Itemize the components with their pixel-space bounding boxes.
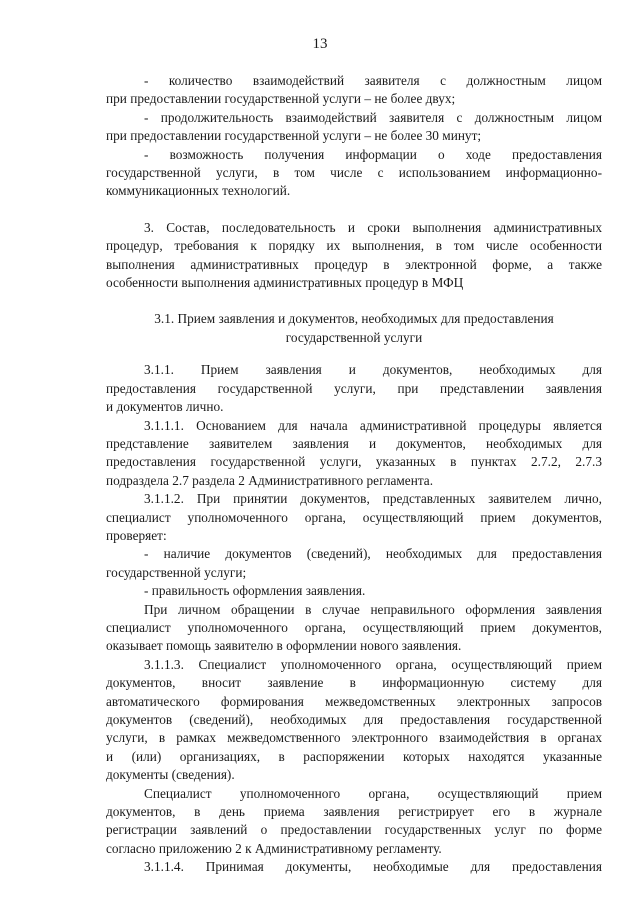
text-line: и (или) организациях, в распоряжении которых находятся указанные (106, 748, 602, 764)
text-line: коммуникационных технологий. (106, 183, 291, 199)
text-line: при предоставлении государственной услуги – не более двух; (106, 91, 456, 107)
paragraph-3-1-1-1 (106, 417, 602, 491)
spacer (106, 292, 602, 310)
text-line: услуги, в рамках межведомственного электронного взаимодействия в органах (106, 730, 602, 746)
text-line: предоставления государственной услуги, при представлении заявления (106, 380, 602, 396)
check-item-correctness: - правильность оформления заявления. (144, 583, 366, 599)
text-line: специалист уполномоченного органа, осуществляющий прием документов, (106, 619, 602, 635)
requirement-interactions-count: - количество взаимодействий заявителя с должностным лицом (144, 73, 602, 88)
section-3-heading (106, 219, 602, 293)
paragraph-3-1-1-2 (106, 490, 602, 600)
heading-line: процедур, требования к порядку их выполнения, в том числе особенности (106, 238, 602, 254)
text-line: 3.1.1. Прием заявления и документов, необходимых для (144, 362, 602, 378)
heading-line: особенности выполнения административных процедур в МФЦ (106, 275, 464, 291)
page-number: 13 (312, 36, 328, 52)
text-line: 3.1.1.4. Принимая документы, необходимые для предоставления (144, 859, 602, 875)
paragraph-3-1-1-4 (106, 858, 602, 876)
text-line: При личном обращении в случае неправильного оформления заявления (144, 601, 602, 617)
requirement-progress-info: - возможность получения информации о ходе предоставления (144, 146, 602, 162)
paragraph-wrong-application (106, 601, 602, 656)
text-line: и документов лично. (106, 399, 224, 415)
paragraph-3-1-1 (106, 361, 602, 416)
paragraph-specialist-registration (106, 785, 602, 859)
text-line: регистрации заявлений о предоставлении государственных услуг по форме (106, 822, 602, 838)
text-line: документов (сведений), необходимых для предоставления государственной (106, 712, 602, 727)
text-line: проверяет: (106, 527, 167, 543)
text-line: предоставления государственной услуги, указанных в пунктах 2.7.2, 2.7.3 (106, 454, 602, 470)
text-line: при предоставлении государственной услуги – не более 30 минут; (106, 128, 482, 144)
section-3-1-heading (106, 310, 602, 347)
text-line: государственной услуги, в том числе с использованием информационно- (106, 165, 602, 181)
requirements-list (106, 72, 602, 201)
text-line: автоматического формирования межведомственных электронных запросов (106, 693, 602, 709)
text-line: Специалист уполномоченного органа, осуществляющий прием (144, 785, 602, 801)
text-line: документов, вносит заявление в информационную систему для (106, 675, 602, 691)
text-line: государственной услуги; (106, 564, 247, 580)
text-line: 3.1.1.2. При принятии документов, представленных заявителем лично, (144, 491, 602, 507)
requirement-interaction-duration: - продолжительность взаимодействий заявителя с должностным лицом (144, 109, 602, 125)
text-line: представление заявителем заявления и документов, необходимых для (106, 435, 602, 451)
heading-line: выполнения административных процедур в электронной форме, а также (106, 256, 602, 272)
paragraph-3-1-1-3 (106, 656, 602, 785)
heading-line: 3.1. Прием заявления и документов, необходимых для предоставления (154, 311, 554, 327)
text-line: 3.1.1.3. Специалист уполномоченного органа, осуществляющий прием (144, 656, 602, 672)
text-line: подраздела 2.7 раздела 2 Административного регламента. (106, 472, 434, 488)
text-line: специалист уполномоченного органа, осуществляющий прием документов, (106, 509, 602, 525)
text-line: оказывает помощь заявителю в оформлении нового заявления. (106, 638, 462, 654)
heading-line: государственной услуги (285, 329, 423, 345)
document-body (106, 72, 602, 877)
text-line: 3.1.1.1. Основанием для начала административной процедуры является (144, 417, 602, 433)
spacer (106, 347, 602, 361)
text-line: согласно приложению 2 к Административному регламенту. (106, 840, 442, 856)
check-item-documents: - наличие документов (сведений), необходимых для предоставления (144, 546, 602, 562)
text-line: документы (сведения). (106, 767, 235, 783)
heading-line: 3. Состав, последовательность и сроки выполнения административных (144, 219, 602, 235)
spacer (106, 201, 602, 219)
text-line: документов, в день приема заявления регистрирует его в журнале (106, 804, 602, 820)
